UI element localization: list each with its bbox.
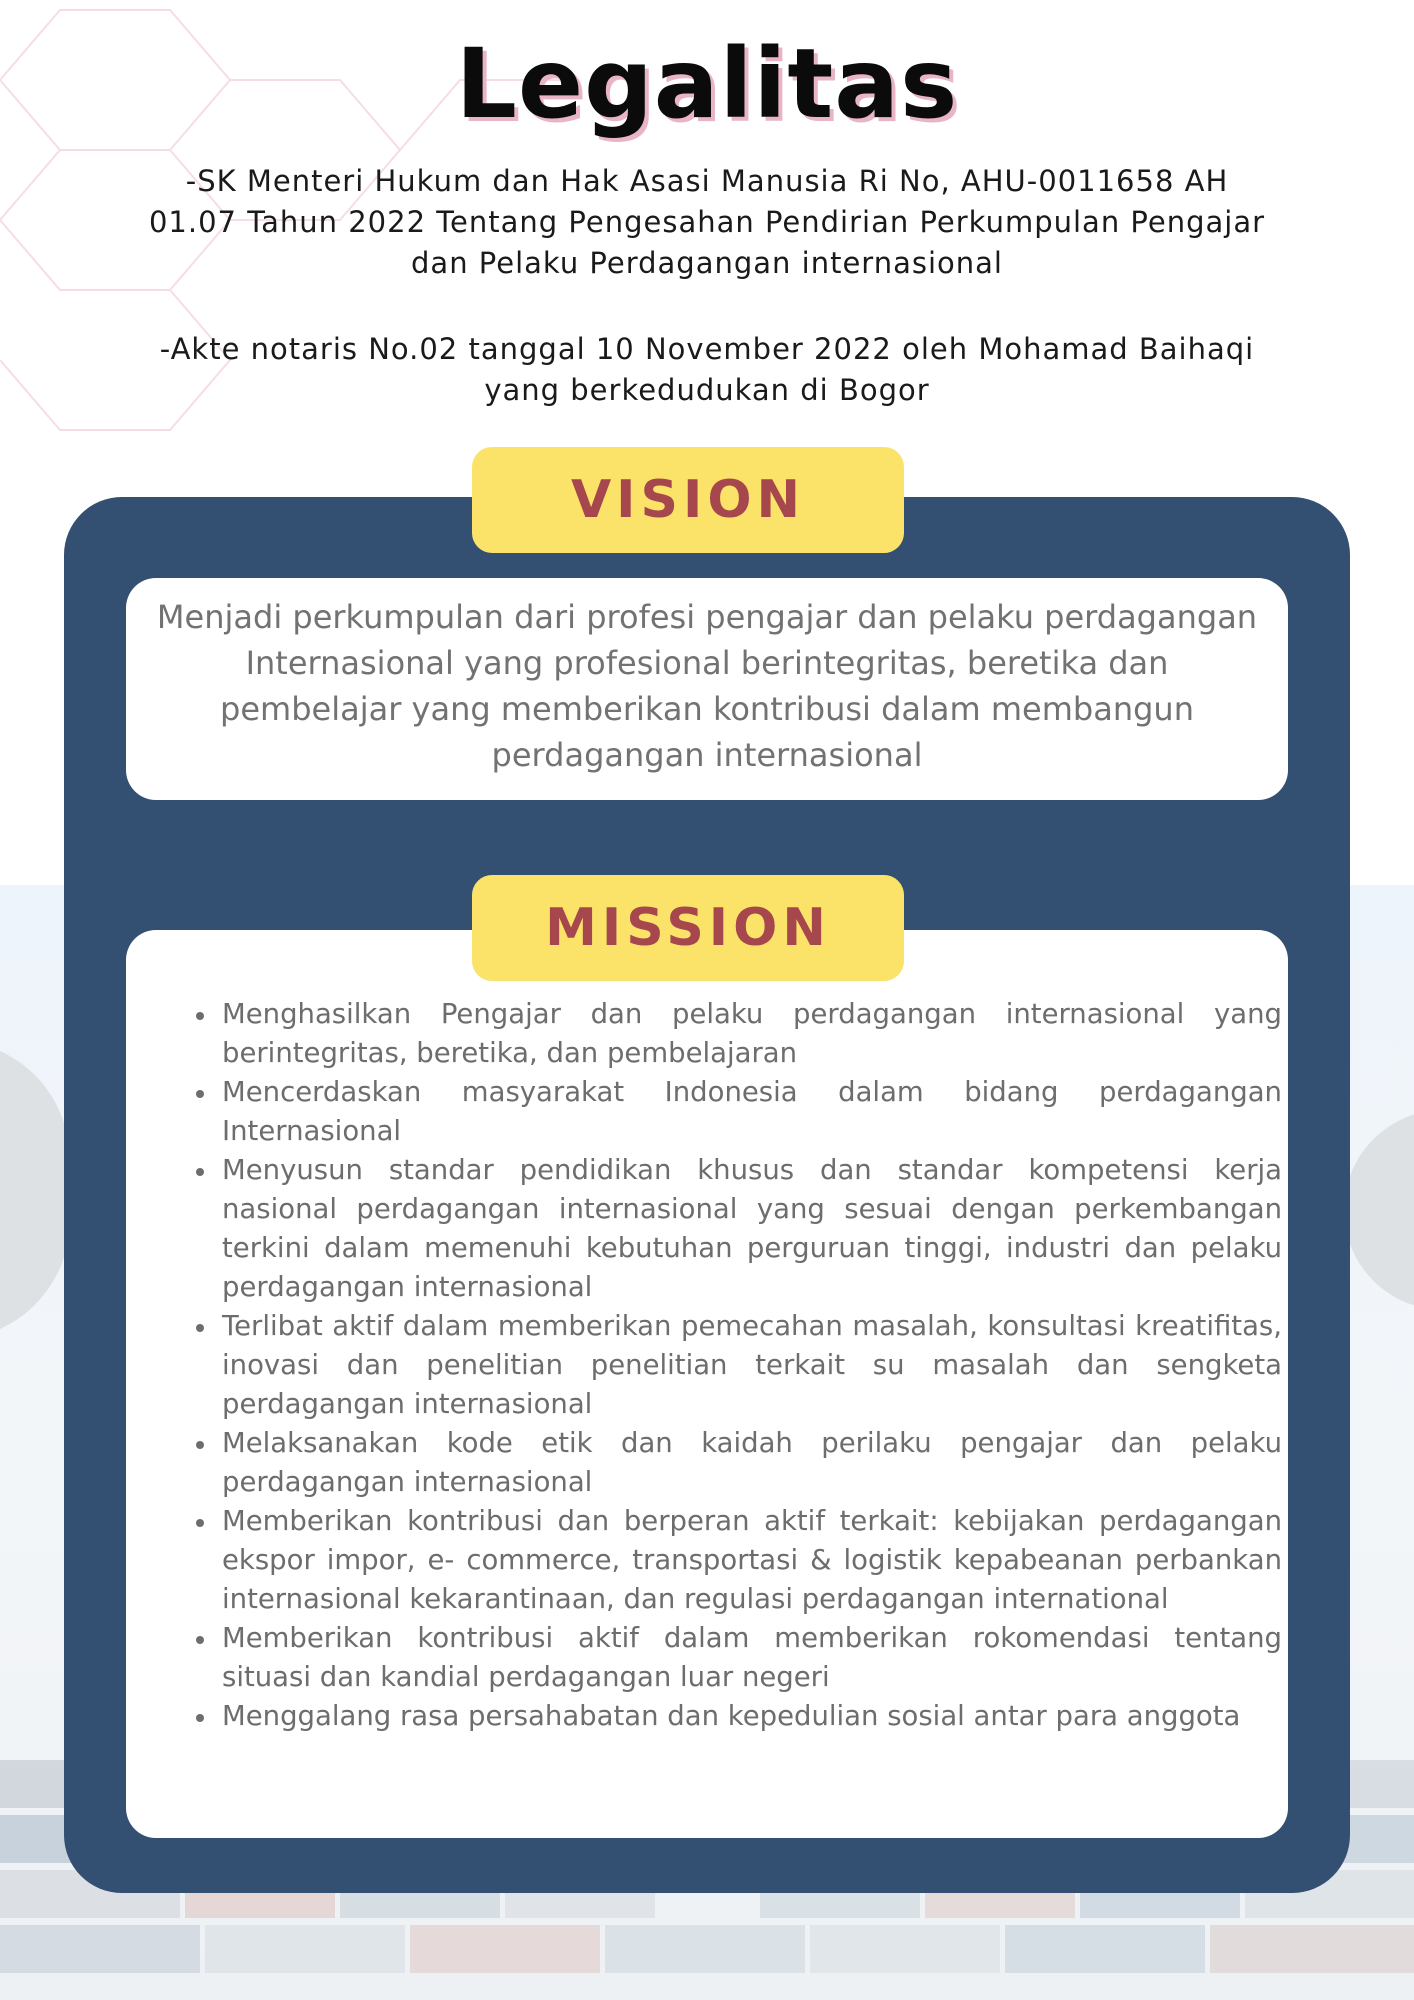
legal-text-akte: -Akte notaris No.02 tanggal 10 November 2022 oleh Mohamad Baihaqi yang berkedudukan di Bogor xyxy=(159,332,1255,407)
mission-item: Memberikan kontribusi dan berperan aktif terkait: kebijakan perdagangan ekspor impor, e- commerce, transportasi & logistik kepabeanan perbankan internasional kekarantinaan, dan regulasi perdagangan international xyxy=(222,1502,1282,1619)
mission-item: Menghasilkan Pengajar dan pelaku perdagangan internasional yang berintegritas, beretika, dan pembelajaran xyxy=(222,995,1282,1073)
mission-item: Melaksanakan kode etik dan kaidah perilaku pengajar dan pelaku perdagangan internasional xyxy=(222,1424,1282,1502)
vision-heading: VISION xyxy=(472,447,904,553)
page-title: Legalitas xyxy=(455,28,959,140)
mission-item: Mencerdaskan masyarakat Indonesia dalam bidang perdagangan Internasional xyxy=(222,1073,1282,1151)
legal-text-sk: -SK Menteri Hukum dan Hak Asasi Manusia Ri No, AHU-0011658 AH 01.07 Tahun 2022 Tentang Pengesahan Pendirian Perkumpulan Pengajar dan Pelaku Perdagangan internasional xyxy=(148,164,1266,280)
mission-item: Memberikan kontribusi aktif dalam memberikan rokomendasi tentang situasi dan kandial perdagangan luar negeri xyxy=(222,1619,1282,1697)
mission-item: Menggalang rasa persahabatan dan kepedulian sosial antar para anggota xyxy=(222,1697,1282,1736)
mission-item: Terlibat aktif dalam memberikan pemecahan masalah, konsultasi kreatifitas, inovasi dan penelitian penelitian terkait su masalah dan sengketa perdagangan internasional xyxy=(222,1307,1282,1424)
mission-item: Menyusun standar pendidikan khusus dan standar kompetensi kerja nasional perdagangan internasional yang sesuai dengan perkembangan terkini dalam memenuhi kebutuhan perguruan tinggi, industri dan pelaku perdagangan internasional xyxy=(222,1151,1282,1307)
vision-text: Menjadi perkumpulan dari profesi pengajar dan pelaku perdagangan Internasional yang profesional berintegritas, beretika dan pembelajar yang memberikan kontribusi dalam membangun perdagangan internasional xyxy=(156,598,1258,774)
vision-card xyxy=(126,578,1288,800)
mission-list xyxy=(196,995,1282,1736)
mission-card xyxy=(126,930,1288,1838)
mission-heading: MISSION xyxy=(472,875,904,981)
